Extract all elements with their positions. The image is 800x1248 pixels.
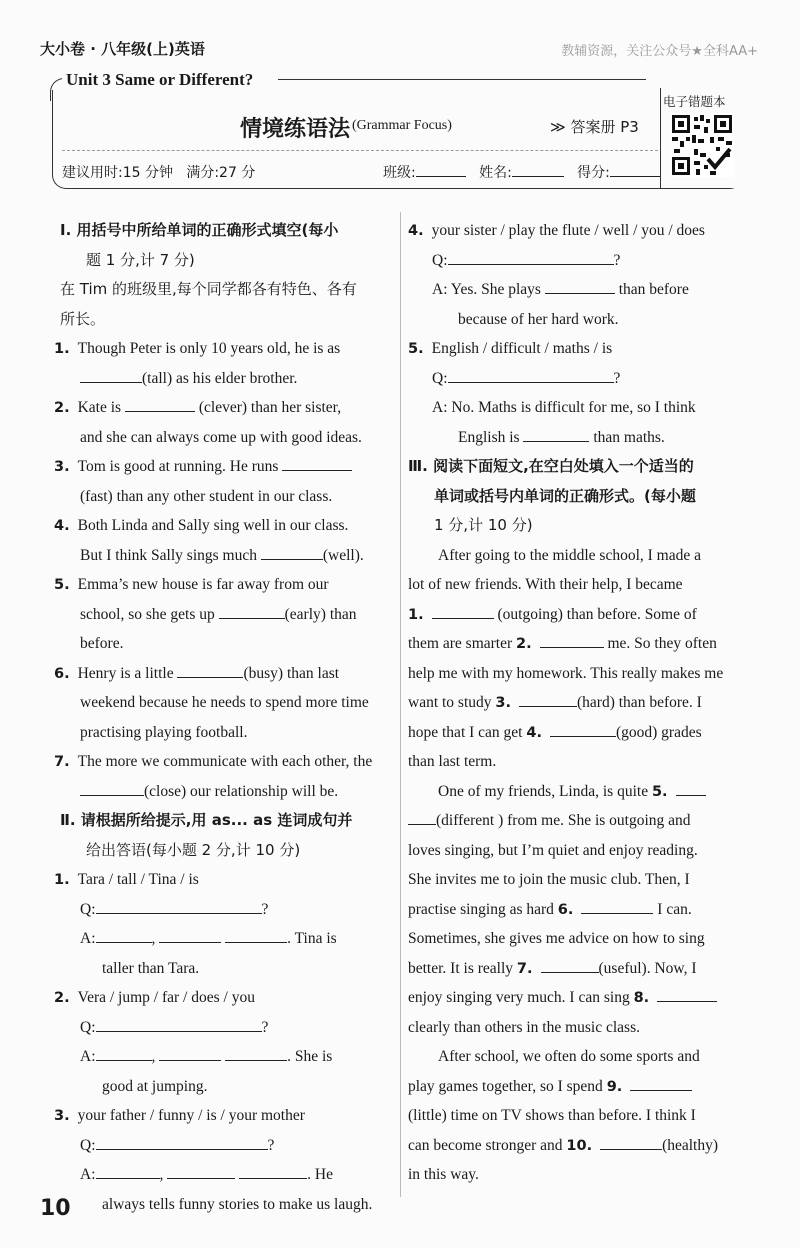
answer-blank[interactable]	[545, 279, 615, 294]
question-4: 4. Both Linda and Sally sing well in our class.	[54, 517, 349, 534]
left-column	[54, 216, 390, 1219]
question-4-cont: But I think Sally sings much (well).	[80, 546, 364, 564]
unit-rule	[278, 79, 646, 80]
prompt-3-q: Q: ?	[80, 1136, 275, 1154]
question-blank[interactable]	[96, 1017, 262, 1032]
dashed-divider	[62, 150, 658, 151]
passage-line: clearly than others in the music class.	[408, 1018, 641, 1036]
question-blank[interactable]	[448, 250, 614, 265]
question-3-cont: (fast) than any other student in our class.	[80, 487, 333, 505]
promo-text: 教辅资源，关注公众号★全科AA+	[561, 44, 758, 59]
section-1-intro-cont: 所长。	[60, 309, 106, 328]
right-column	[408, 216, 742, 1190]
question-1-cont: (tall) as his elder brother.	[60, 364, 390, 394]
section-2-title-cont: 给出答语(每小题 2 分,计 10 分)	[86, 840, 301, 859]
answer-blank-4[interactable]	[550, 722, 616, 737]
passage-line: loves singing, but I’m quiet and enjoy reading.	[408, 841, 698, 859]
answer-blank-5-cont[interactable]	[408, 810, 436, 825]
page-title: 情境练语法	[240, 117, 351, 142]
passage-line: lot of new friends. With their help, I became	[408, 576, 683, 593]
unit-title: Unit 3 Same or Different?	[62, 70, 257, 90]
prompt-1: 1. Tara / tall / Tina / is	[54, 871, 199, 888]
answer-blank[interactable]	[159, 928, 221, 943]
section-1-title-cont: 题 1 分,计 7 分)	[86, 250, 195, 269]
passage-line: help me with my homework. This really makes me	[408, 664, 724, 682]
prompt-1-a: A: , . Tina is	[80, 930, 337, 947]
section-3-title-cont: 单词或括号内单词的正确形式。(每小题	[434, 486, 696, 505]
question-1: 1. Though Peter is only 10 years old, he is as	[54, 340, 341, 357]
column-divider	[400, 212, 401, 1197]
prompt-4-a-cont: because of her hard work.	[458, 310, 619, 328]
prompt-3-a-cont: always tells funny stories to make us laugh.	[102, 1195, 373, 1213]
prompt-1-q: Q: ?	[80, 900, 269, 918]
answer-blank[interactable]	[282, 456, 352, 471]
question-3: 3. Tom is good at running. He runs	[54, 452, 390, 482]
passage-line: After going to the middle school, I made a	[438, 546, 702, 564]
answer-blank[interactable]	[523, 427, 589, 442]
passage-line: hope that I can get 4. (good) grades	[408, 723, 702, 741]
answer-blank[interactable]	[261, 545, 323, 560]
question-6-cont2: practising playing football.	[80, 723, 248, 741]
answer-blank[interactable]	[80, 781, 144, 796]
prompt-1-a-cont: taller than Tara.	[102, 959, 200, 977]
question-2-cont: and she can always come up with good ideas.	[80, 428, 362, 446]
qr-code-icon[interactable]	[670, 113, 734, 177]
answer-blank-9[interactable]	[630, 1076, 692, 1091]
section-2-title: Ⅱ. 请根据所给提示,用 as... as 连词成句并	[60, 811, 353, 829]
answer-blank[interactable]	[96, 928, 152, 943]
answer-blank-6[interactable]	[581, 899, 653, 914]
page-number: 10	[40, 1196, 71, 1221]
question-7-cont: (close) our relationship will be.	[60, 777, 390, 807]
prompt-4-a: A: Yes. She plays than before	[432, 281, 689, 298]
question-7: 7. The more we communicate with each other, the	[54, 753, 373, 770]
prompt-5: 5. English / difficult / maths / is	[408, 340, 613, 357]
answer-blank[interactable]	[225, 928, 287, 943]
answer-blank-7[interactable]	[541, 958, 599, 973]
prompt-3-a: A: , . He	[80, 1166, 333, 1183]
question-5-cont: school, so she gets up (early) than	[80, 605, 357, 623]
prompt-5-a: A: No. Maths is difficult for me, so I think	[432, 399, 696, 416]
answer-blank[interactable]	[159, 1046, 221, 1061]
prompt-5-q: Q: ?	[432, 369, 621, 387]
question-6-cont: weekend because he needs to spend more time	[80, 694, 369, 711]
answer-blank-10[interactable]	[600, 1135, 662, 1150]
passage-line: enjoy singing very much. I can sing 8.	[408, 983, 742, 1013]
answer-blank[interactable]	[96, 1164, 160, 1179]
section-1-title: Ⅰ. 用括号中所给单词的正确形式填空(每小	[60, 221, 339, 239]
answer-blank[interactable]	[96, 1046, 152, 1061]
passage-line: After school, we often do some sports and	[438, 1048, 700, 1065]
question-6: 6. Henry is a little (busy) than last	[54, 664, 340, 682]
time-score: 建议用时:15 分钟 满分:27 分	[62, 165, 256, 181]
section-3-title: Ⅲ. 阅读下面短文,在空白处填入一个适当的	[408, 457, 694, 475]
passage-line: want to study 3. (hard) than before. I	[408, 694, 702, 711]
answer-blank-5[interactable]	[676, 781, 706, 796]
prompt-2: 2. Vera / jump / far / does / you	[54, 989, 255, 1006]
passage-line: (different ) from me. She is outgoing and	[408, 806, 742, 836]
passage-line: She invites me to join the music club. Then, I	[408, 871, 690, 888]
passage-line: better. It is really 7. (useful). Now, I	[408, 959, 697, 977]
answer-blank[interactable]	[167, 1164, 235, 1179]
answer-blank[interactable]	[239, 1164, 307, 1179]
passage-line: can become stronger and 10. (healthy)	[408, 1136, 719, 1154]
prompt-5-a-cont: English is than maths.	[458, 428, 665, 446]
passage-line: practise singing as hard 6. I can.	[408, 900, 692, 918]
answer-reference: ≫ 答案册 P3	[550, 118, 639, 136]
passage-line: 1. (outgoing) than before. Some of	[408, 605, 697, 623]
passage-line: (little) time on TV shows than before. I think I	[408, 1107, 696, 1124]
question-5: 5. Emma’s new house is far away from our	[54, 576, 329, 593]
student-info: 班级: 姓名: 得分:	[383, 162, 662, 182]
passage-line: than last term.	[408, 753, 497, 770]
answer-blank[interactable]	[177, 663, 243, 678]
passage-line: One of my friends, Linda, is quite 5.	[408, 777, 742, 807]
answer-blank-3[interactable]	[519, 692, 577, 707]
question-5-cont2: before.	[80, 635, 124, 652]
passage-line: them are smarter 2. me. So they often	[408, 635, 717, 652]
question-blank[interactable]	[96, 1135, 268, 1150]
question-blank[interactable]	[448, 368, 614, 383]
book-title: 大小卷 · 八年级(上)英语	[40, 40, 205, 58]
prompt-4: 4. your sister / play the flute / well / you / does	[408, 222, 705, 239]
prompt-4-q: Q: ?	[432, 251, 621, 269]
passage-line: in this way.	[408, 1166, 479, 1183]
section-1-intro: 在 Tim 的班级里,每个同学都各有特色、各有	[60, 280, 357, 298]
prompt-2-q: Q: ?	[80, 1018, 269, 1036]
prompt-2-a: A: , . She is	[80, 1048, 333, 1065]
passage-line: Sometimes, she gives me advice on how to sing	[408, 930, 705, 947]
answer-blank-1[interactable]	[432, 604, 494, 619]
page-subtitle: (Grammar Focus)	[352, 118, 452, 133]
passage-line: play games together, so I spend 9.	[408, 1072, 742, 1102]
answer-blank[interactable]	[80, 368, 142, 383]
prompt-2-a-cont: good at jumping.	[102, 1077, 208, 1095]
question-blank[interactable]	[96, 899, 262, 914]
answer-blank[interactable]	[219, 604, 285, 619]
question-2: 2. Kate is (clever) than her sister,	[54, 399, 342, 416]
answer-blank-2[interactable]	[540, 633, 604, 648]
answer-blank[interactable]	[225, 1046, 287, 1061]
answer-blank[interactable]	[125, 397, 195, 412]
qr-label: 电子错题本	[663, 94, 726, 109]
section-3-title-cont2: 1 分,计 10 分)	[434, 516, 533, 534]
prompt-3: 3. your father / funny / is / your mother	[54, 1107, 305, 1124]
answer-blank-8[interactable]	[657, 987, 717, 1002]
